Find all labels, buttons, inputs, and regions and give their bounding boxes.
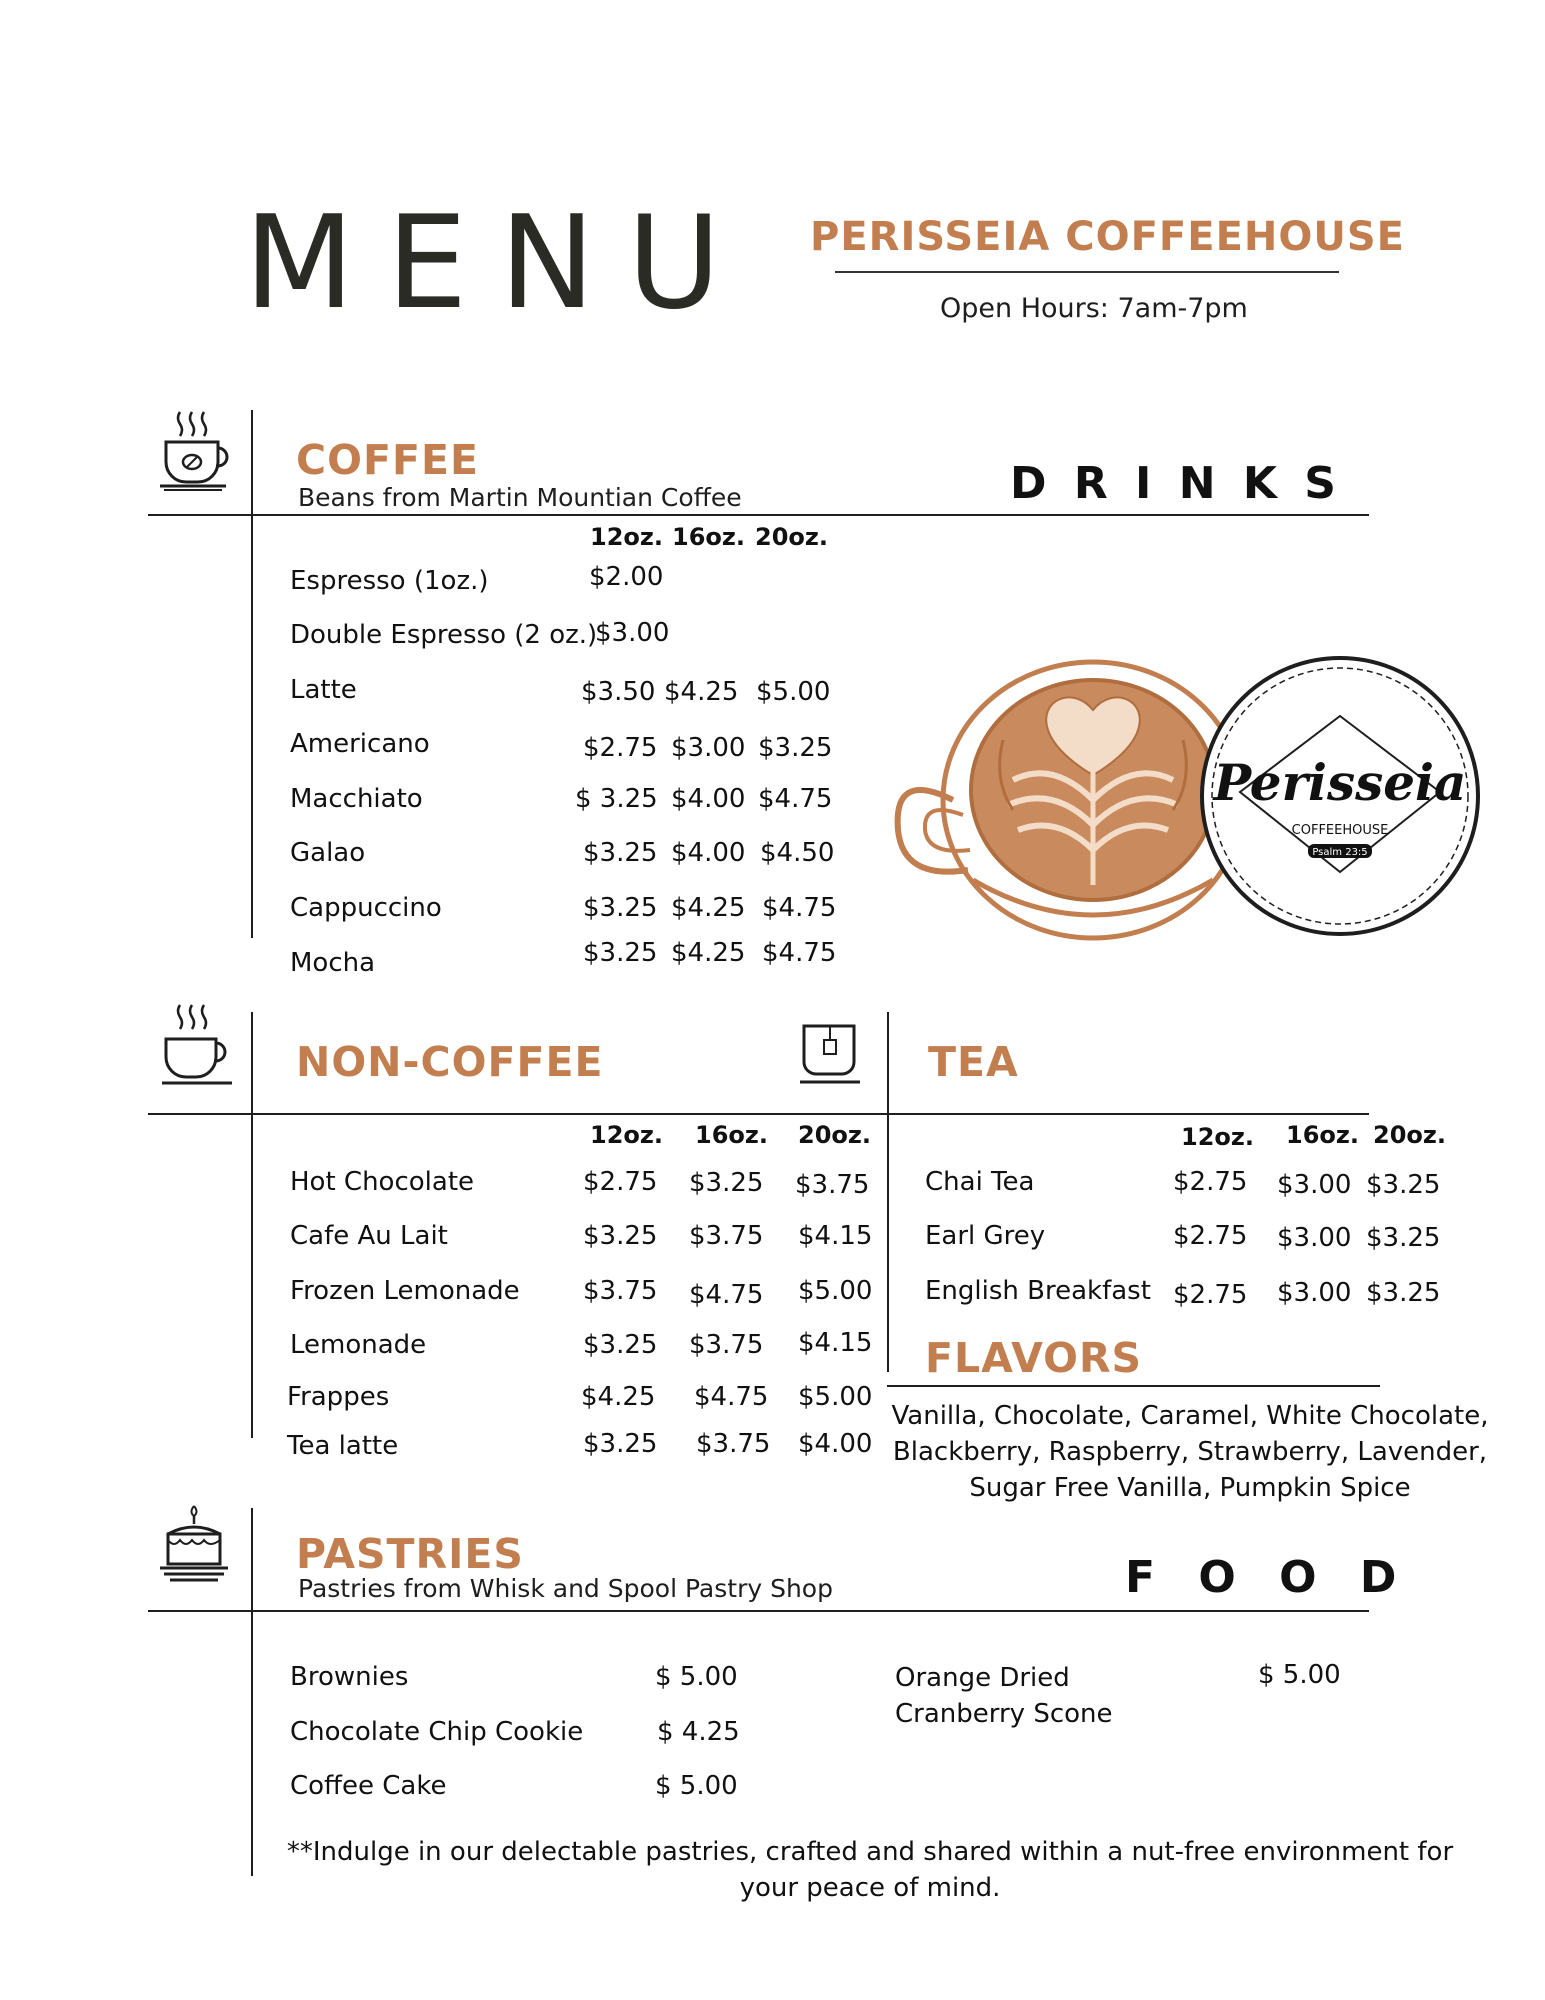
non-coffee-item-price: $4.15: [798, 1328, 873, 1358]
pastry-item-price: $ 5.00: [655, 1771, 738, 1801]
coffee-item-name: Galao: [290, 838, 366, 868]
non-coffee-item-name: Hot Chocolate: [290, 1167, 475, 1197]
flavors-line: Sugar Free Vanilla, Pumpkin Spice: [969, 1473, 1411, 1503]
pastries-section-title: PASTRIES: [296, 1530, 524, 1578]
tea-item-name: English Breakfast: [925, 1276, 1151, 1306]
tea-vertical-rule: [887, 1012, 889, 1372]
coffee-item-name: Latte: [290, 675, 357, 705]
pastry-item-name: Coffee Cake: [290, 1771, 447, 1801]
logo-verse: Psalm 23:5: [1312, 847, 1368, 858]
coffee-section-title: COFFEE: [296, 436, 479, 484]
pastries-section-subtitle: Pastries from Whisk and Spool Pastry Shop: [298, 1574, 833, 1603]
tea-item-price: $3.25: [1366, 1278, 1441, 1308]
coffee-item-price: $ 3.25: [575, 784, 658, 814]
non-coffee-item-price: $4.75: [694, 1382, 769, 1412]
coffee-item-price: $4.00: [671, 838, 746, 868]
coffee-item-price: $4.50: [760, 838, 835, 868]
non-coffee-size-16oz: 16oz.: [695, 1121, 768, 1149]
coffee-section-subtitle: Beans from Martin Mountian Coffee: [298, 483, 742, 512]
non-coffee-item-name: Frappes: [287, 1382, 390, 1412]
pastries-vertical-rule: [251, 1508, 253, 1876]
non-coffee-item-price: $3.75: [689, 1330, 764, 1360]
non-coffee-item-price: $2.75: [583, 1167, 658, 1197]
tea-item-price: $2.75: [1173, 1221, 1248, 1251]
non-coffee-item-price: $3.75: [795, 1170, 870, 1200]
nut-free-note: [270, 1834, 1470, 1906]
non-coffee-item-price: $5.00: [798, 1276, 873, 1306]
coffee-item-name: Cappuccino: [290, 893, 442, 923]
coffee-item-price: $4.75: [762, 893, 837, 923]
non-coffee-item-name: Cafe Au Lait: [290, 1221, 448, 1251]
coffee-cup-icon: [158, 410, 233, 492]
coffee-item-price: $3.00: [595, 618, 670, 648]
non-coffee-section-title: NON-COFFEE: [296, 1038, 604, 1086]
tea-item-name: Earl Grey: [925, 1221, 1046, 1251]
tea-item-price: $2.75: [1173, 1167, 1248, 1197]
tea-item-price: $3.25: [1366, 1170, 1441, 1200]
menu-title: MENU: [244, 189, 753, 338]
coffee-item-price: $5.00: [756, 677, 831, 707]
non-coffee-size-12oz: 12oz.: [590, 1121, 663, 1149]
coffee-item-price: $2.75: [583, 733, 658, 763]
pastry-item-price: $ 5.00: [1258, 1660, 1341, 1690]
non-coffee-vertical-rule: [251, 1012, 253, 1438]
tea-item-price: $3.00: [1277, 1223, 1352, 1253]
logo-subtitle: COFFEEHOUSE: [1291, 823, 1389, 838]
non-coffee-item-name: Tea latte: [287, 1431, 399, 1461]
non-coffee-item-price: $4.25: [581, 1382, 656, 1412]
open-hours: Open Hours: 7am-7pm: [940, 293, 1248, 324]
coffee-item-name: Double Espresso (2 oz.): [290, 620, 598, 650]
coffee-item-price: $4.00: [671, 784, 746, 814]
pastry-item-price: $ 4.25: [657, 1717, 740, 1747]
non-coffee-item-price: $3.75: [696, 1429, 771, 1459]
non-coffee-item-price: $3.25: [583, 1429, 658, 1459]
pastry-item-name: Brownies: [290, 1662, 409, 1692]
coffee-item-price: $4.25: [664, 677, 739, 707]
coffee-item-name: Espresso (1oz.): [290, 566, 489, 596]
pastry-item-name-line: Cranberry Scone: [895, 1699, 1113, 1729]
drinks-label: D R I N K S: [1010, 458, 1342, 509]
coffee-mug-icon: [158, 1005, 233, 1085]
logo-wordmark: Perisseia: [1213, 753, 1467, 812]
coffee-item-name: Mocha: [290, 948, 376, 978]
non-coffee-item-price: $4.15: [798, 1221, 873, 1251]
coffee-item-price: $2.00: [589, 562, 664, 592]
perisseia-logo: [1190, 650, 1490, 950]
non-coffee-item-price: $4.75: [689, 1280, 764, 1310]
pastry-item-name: Chocolate Chip Cookie: [290, 1717, 584, 1747]
non-coffee-item-price: $3.75: [583, 1276, 658, 1306]
cake-icon: [158, 1506, 230, 1582]
pastry-item-name-line: Orange Dried: [895, 1663, 1070, 1693]
non-coffee-item-price: $3.25: [583, 1330, 658, 1360]
coffee-size-20oz: 20oz.: [755, 523, 828, 551]
coffee-item-price: $3.50: [581, 677, 656, 707]
coffee-size-16oz: 16oz.: [672, 523, 745, 551]
pastries-horizontal-rule: [148, 1610, 1369, 1612]
coffee-item-price: $3.25: [583, 838, 658, 868]
tea-section-title: TEA: [928, 1038, 1019, 1086]
tea-cup-icon: [800, 1020, 862, 1088]
non-coffee-item-name: Lemonade: [290, 1330, 427, 1360]
tea-item-price: $3.00: [1277, 1278, 1352, 1308]
coffee-horizontal-rule: [148, 514, 1369, 516]
non-coffee-item-price: $3.25: [583, 1221, 658, 1251]
tea-item-price: $3.25: [1366, 1223, 1441, 1253]
tea-item-name: Chai Tea: [925, 1167, 1035, 1197]
nut-free-note-line: **Indulge in our delectable pastries, crafted and shared within a nut-free environment for: [286, 1837, 1454, 1867]
flavors-rule: [887, 1385, 1380, 1387]
non-coffee-item-price: $5.00: [798, 1382, 873, 1412]
flavors-line: Blackberry, Raspberry, Strawberry, Lavender,: [892, 1437, 1488, 1467]
non-coffee-item-price: $3.25: [689, 1168, 764, 1198]
flavors-list: [885, 1398, 1495, 1506]
coffee-size-12oz: 12oz.: [590, 523, 663, 551]
shop-name: PERISSEIA COFFEEHOUSE: [810, 214, 1405, 260]
non-coffee-item-price: $4.00: [798, 1429, 873, 1459]
coffee-item-price: $4.25: [671, 938, 746, 968]
coffee-item-price: $4.25: [671, 893, 746, 923]
coffee-item-price: $3.25: [583, 893, 658, 923]
flavors-line: Vanilla, Chocolate, Caramel, White Chocolate,: [891, 1401, 1489, 1431]
food-label: F O O D: [1125, 1552, 1411, 1603]
shop-name-divider: [835, 271, 1339, 273]
non-coffee-item-name: Frozen Lemonade: [290, 1276, 520, 1306]
coffee-item-price: $3.25: [583, 938, 658, 968]
non-coffee-item-price: $3.75: [689, 1221, 764, 1251]
non-coffee-horizontal-rule: [148, 1113, 1369, 1115]
coffee-vertical-rule: [251, 410, 253, 938]
coffee-item-name: Macchiato: [290, 784, 423, 814]
coffee-item-price: $4.75: [762, 938, 837, 968]
tea-size-12oz: 12oz.: [1181, 1123, 1254, 1151]
coffee-item-price: $3.25: [758, 733, 833, 763]
tea-size-20oz: 20oz.: [1373, 1121, 1446, 1149]
coffee-item-price: $4.75: [758, 784, 833, 814]
coffee-item-name: Americano: [290, 729, 430, 759]
pastry-item-name: [895, 1660, 1113, 1732]
tea-item-price: $2.75: [1173, 1280, 1248, 1310]
flavors-title: FLAVORS: [925, 1334, 1143, 1382]
tea-item-price: $3.00: [1277, 1170, 1352, 1200]
pastry-item-price: $ 5.00: [655, 1662, 738, 1692]
non-coffee-size-20oz: 20oz.: [798, 1121, 871, 1149]
nut-free-note-line: your peace of mind.: [739, 1873, 1001, 1903]
tea-size-16oz: 16oz.: [1286, 1121, 1359, 1149]
coffee-item-price: $3.00: [671, 733, 746, 763]
